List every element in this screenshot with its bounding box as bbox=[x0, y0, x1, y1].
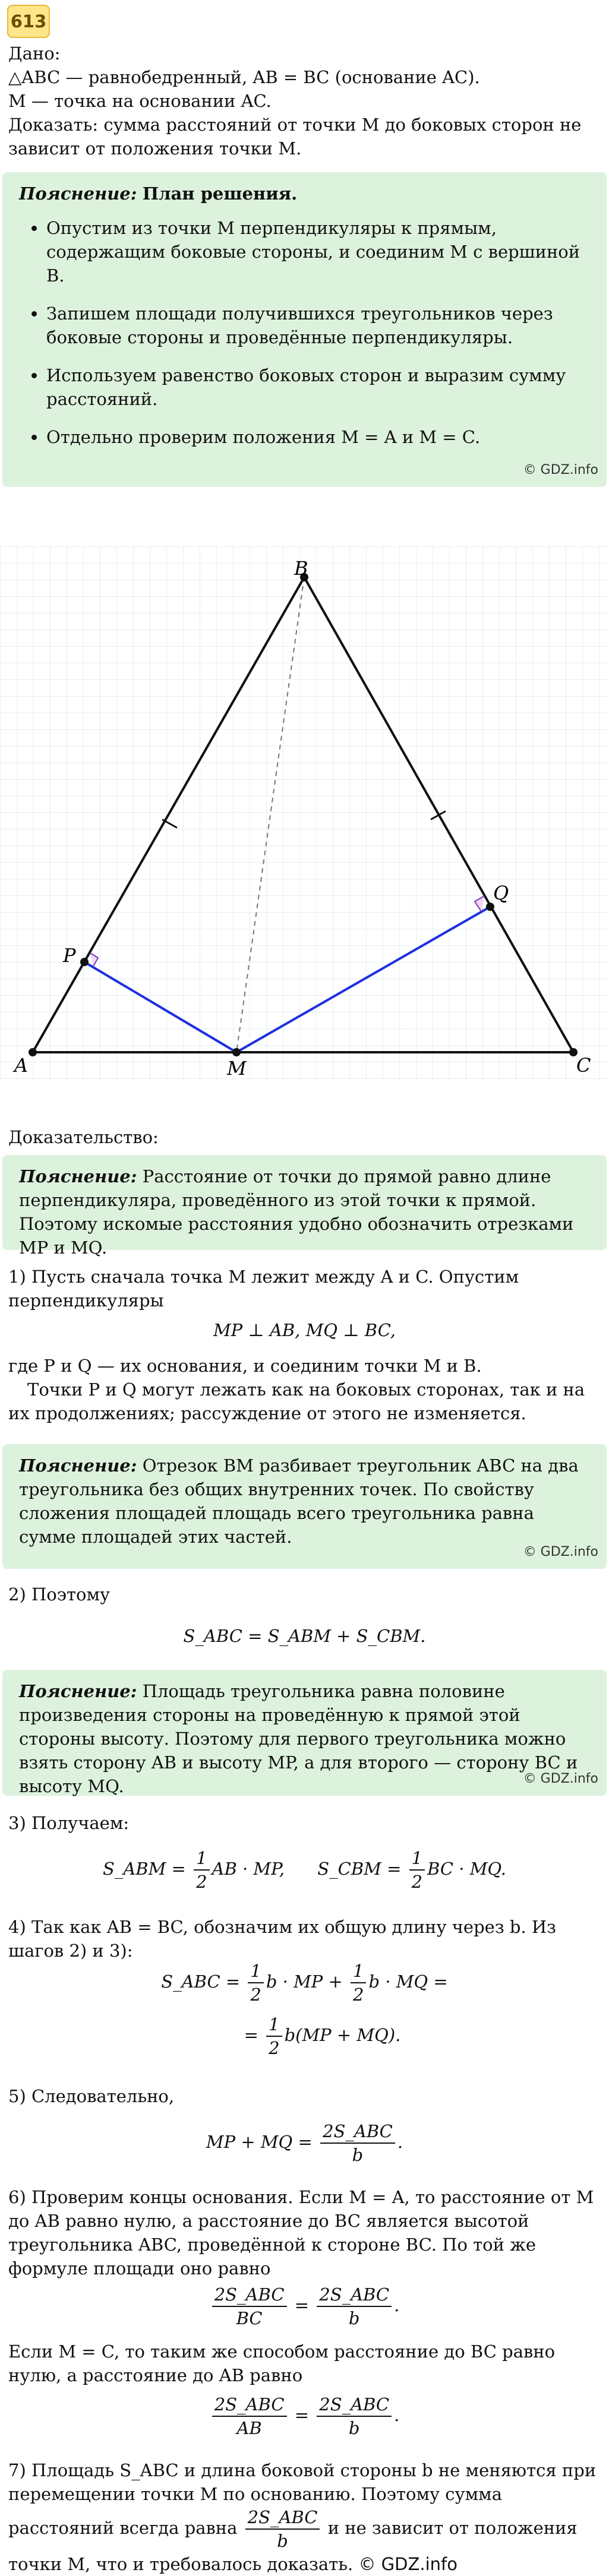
plan-item: • Используем равенство боковых сторон и выразим сумму расстояний. bbox=[46, 363, 590, 411]
plan-item: • Отдельно проверим положения M = A и M = C. bbox=[46, 425, 590, 449]
gdz-watermark: © GDZ.info bbox=[358, 2554, 457, 2574]
fraction-half: $\frac{1}{2}$ bbox=[266, 2013, 282, 2059]
fraction: 2S_ABC b bbox=[317, 2393, 392, 2439]
prove-statement: Доказать: сумма расстояний от точки M до боковых сторон не зависит от положения точки M. bbox=[8, 115, 582, 159]
grid-background bbox=[0, 546, 609, 1081]
formula-rhs: AB · MP, bbox=[212, 1859, 285, 1879]
fraction-half: $\frac{1}{2}$ bbox=[248, 1960, 263, 2006]
step4-formula-line1 bbox=[0, 1960, 609, 2006]
step6-formula2: 2S_ABC AB = 2S_ABC b . bbox=[0, 2393, 609, 2439]
note-area-sum bbox=[2, 1444, 607, 1569]
step5-text: 5) Следовательно, bbox=[8, 2086, 175, 2106]
step3-text: 3) Получаем: bbox=[8, 1813, 130, 1833]
label-b: B bbox=[294, 557, 308, 580]
formula-eq: = bbox=[244, 2025, 258, 2045]
fraction-half: $\frac{1}{2}$ bbox=[194, 1847, 209, 1893]
note-text: Площадь треугольника равна половине произведения стороны на проведённую к прямой этой стороны высоту. Поэтому для первого треугольника можно взять сторону AB и высоту MP, а для второго — сторону BC и высоту MQ. bbox=[19, 1681, 578, 1796]
step2-formula: S_ABC = S_ABM + S_CBM. bbox=[183, 1626, 426, 1646]
gdz-watermark: © GDZ.info bbox=[523, 1771, 598, 1786]
formula-lhs: S_ABM = bbox=[103, 1859, 186, 1879]
note-text: Расстояние от точки до прямой равно длине перпендикуляра, проведённого из этой точки к прямой. Поэтому искомые расстояния удобно обозначить отрезками MP и MQ. bbox=[19, 1166, 574, 1258]
formula-tail: . bbox=[397, 2132, 403, 2152]
point-p bbox=[80, 958, 89, 966]
plan-list bbox=[19, 216, 590, 449]
note-area-formula bbox=[2, 1670, 607, 1796]
note-label: Пояснение: bbox=[19, 1455, 137, 1476]
formula-term: b · MQ = bbox=[368, 1971, 448, 1992]
formula-term: b · MP + bbox=[266, 1971, 343, 1992]
plan-note bbox=[2, 172, 607, 487]
step6-text2: Если M = C, то таким же способом расстояние до BC равно нулю, а расстояние до AB равно bbox=[8, 2341, 556, 2385]
fraction: 2S_ABC AB bbox=[212, 2393, 287, 2439]
formula-rhs: BC · MQ. bbox=[427, 1859, 506, 1879]
note-label: Пояснение: bbox=[19, 183, 137, 204]
step1-text3: Точки P и Q могут лежать как на боковых сторонах, так и на их продолжениях; рассуждение от этого не изменяется. bbox=[8, 1379, 585, 1423]
formula-term: b(MP + MQ). bbox=[284, 2025, 401, 2045]
step1-text2: где P и Q — их основания, и соединим точки M и B. bbox=[8, 1356, 482, 1376]
note-distances bbox=[2, 1155, 607, 1258]
step7-block bbox=[8, 2458, 601, 2576]
given-block bbox=[8, 42, 601, 160]
formula-lhs: MP + MQ = bbox=[206, 2132, 313, 2152]
plan-title: План решения. bbox=[142, 183, 298, 204]
given-triangle: △ABC — равнобедренный, AB = BC (основание AC). bbox=[8, 67, 480, 87]
plan-item: • Опустим из точки M перпендикуляры к прямым, содержащим боковые стороны, и соединим M с вершиной B. bbox=[46, 216, 590, 287]
label-m: M bbox=[227, 1057, 247, 1080]
label-c: C bbox=[576, 1054, 591, 1077]
plan-item: • Запишем площади получившихся треугольников через боковые стороны и проведённые перпендикуляры. bbox=[46, 302, 590, 349]
step6-text: 6) Проверим концы основания. Если M = A, то расстояние от M до AB равно нулю, а расстояние до BC является высотой треугольника ABC, проведённой к стороне BC. По той же формуле площади оно равно bbox=[8, 2187, 594, 2278]
step4-text: 4) Так как AB = BC, обозначим их общую длину через b. Из шагов 2) и 3): bbox=[8, 1917, 556, 1961]
note-text: Отрезок BM разбивает треугольник ABC на два треугольника без общих внутренних точек. По свойству сложения площадей площадь всего треугольника равна сумме площадей этих частей. bbox=[19, 1455, 579, 1547]
label-a: A bbox=[14, 1054, 29, 1077]
step6-formula1: 2S_ABC BC = 2S_ABC b . bbox=[0, 2283, 609, 2330]
step3-formula bbox=[0, 1847, 609, 1893]
note-label: Пояснение: bbox=[19, 1166, 137, 1186]
step1-text: 1) Пусть сначала точка M лежит между A и C. Опустим перпендикуляры bbox=[8, 1267, 519, 1311]
step2-text: 2) Поэтому bbox=[8, 1584, 111, 1605]
triangle-figure bbox=[0, 546, 609, 1081]
given-label: Дано: bbox=[8, 43, 61, 64]
fraction: 2S_ABC BC bbox=[212, 2283, 287, 2330]
point-a bbox=[29, 1048, 37, 1056]
point-m bbox=[232, 1048, 241, 1056]
fraction: 2S_ABC b bbox=[320, 2120, 395, 2166]
fraction: 2S_ABC b bbox=[245, 2506, 320, 2552]
given-point: M — точка на основании AC. bbox=[8, 91, 272, 111]
label-q: Q bbox=[493, 882, 509, 904]
step5-formula bbox=[0, 2120, 609, 2166]
fraction: 2S_ABC b bbox=[317, 2283, 392, 2330]
note-label: Пояснение: bbox=[19, 1681, 137, 1701]
step7-text2: и не зависит от положения точки M, что и требовалось доказать. bbox=[8, 2518, 578, 2574]
step7-text: 7) Площадь S_ABC и длина боковой стороны b не меняются при перемещении точки M по основанию. Поэтому сумма расстояний всегда равна bbox=[8, 2460, 597, 2538]
step1-formula: MP ⊥ AB, MQ ⊥ BC, bbox=[213, 1320, 396, 1340]
step4-formula-line2 bbox=[0, 2013, 609, 2059]
proof-heading: Доказательство: bbox=[8, 1127, 159, 1147]
gdz-watermark: © GDZ.info bbox=[523, 1545, 598, 1559]
problem-number-badge: 613 bbox=[7, 5, 50, 38]
formula-lhs: S_CBM = bbox=[317, 1859, 402, 1879]
gdz-watermark: © GDZ.info bbox=[523, 463, 598, 477]
fraction-half: $\frac{1}{2}$ bbox=[351, 1960, 366, 2006]
fraction-half: $\frac{1}{2}$ bbox=[409, 1847, 425, 1893]
formula-lhs: S_ABC = bbox=[161, 1971, 241, 1992]
label-p: P bbox=[63, 944, 76, 967]
